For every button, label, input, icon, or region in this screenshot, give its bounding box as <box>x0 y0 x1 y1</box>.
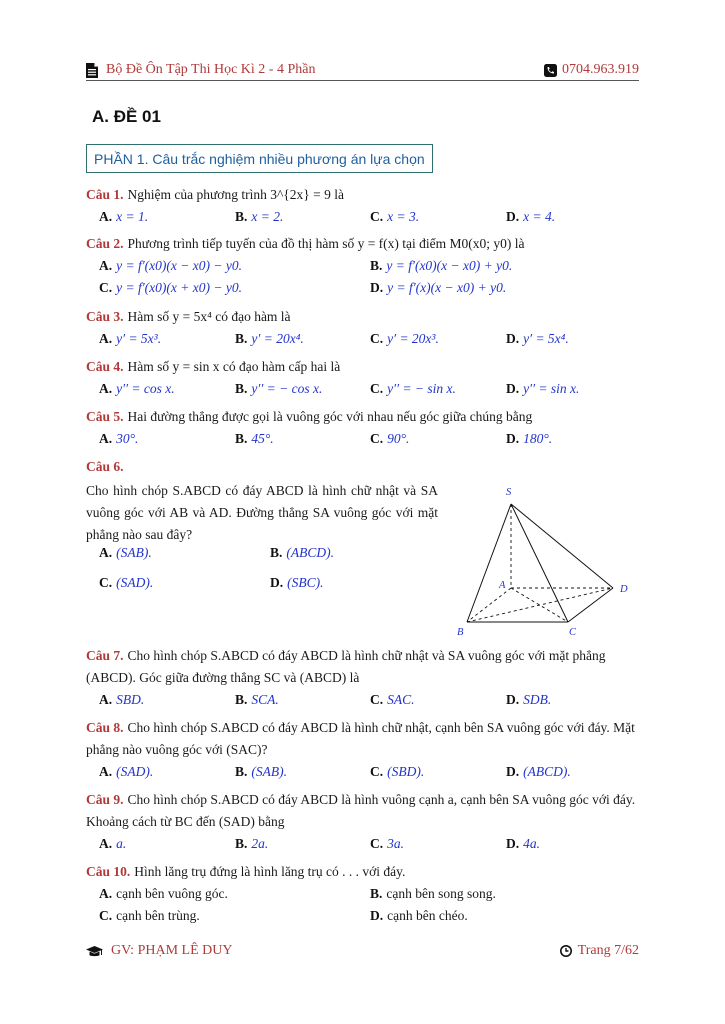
option-d[interactable]: D. x = 4. <box>506 209 556 224</box>
question-text: Hàm số y = 5x⁴ có đạo hàm là <box>127 309 291 324</box>
question-10 <box>86 861 639 927</box>
option-d[interactable]: D. (SBC). <box>270 575 324 590</box>
option-a[interactable]: A. y′′ = cos x. <box>99 381 175 396</box>
option-b[interactable]: B. 45°. <box>235 431 274 446</box>
option-d[interactable]: D. (ABCD). <box>506 764 571 779</box>
option-c[interactable]: C. cạnh bên trùng. <box>99 908 200 923</box>
header-title-group <box>86 62 315 78</box>
question-6-label-row <box>86 456 639 478</box>
question-label: Câu 6. <box>86 459 124 474</box>
question-label: Câu 4. <box>86 359 124 374</box>
option-b[interactable]: B. (SAB). <box>235 764 287 779</box>
option-a[interactable]: A. y = f′(x0)(x − x0) − y0. <box>99 258 242 273</box>
option-c[interactable]: C. 90°. <box>370 431 410 446</box>
option-a[interactable]: A. x = 1. <box>99 209 149 224</box>
option-a[interactable]: A. cạnh bên vuông góc. <box>99 886 228 901</box>
phone-icon <box>544 64 557 77</box>
option-c[interactable]: C. 3a. <box>370 836 404 851</box>
option-c[interactable]: C. (SBD). <box>370 764 425 779</box>
option-d[interactable]: D. 4a. <box>506 836 540 851</box>
option-b[interactable]: B. y = f′(x0)(x − x0) + y0. <box>370 258 513 273</box>
option-a[interactable]: A. (SAD). <box>99 764 154 779</box>
option-b[interactable]: B. 2a. <box>235 836 269 851</box>
label-a: A <box>499 580 506 591</box>
option-c[interactable]: C. y′′ = − sin x. <box>370 381 456 396</box>
label-s: S <box>506 487 512 498</box>
question-text: Cho hình chóp S.ABCD có đáy ABCD là hình vuông cạnh a, cạnh bên SA vuông góc với đáy. Khoảng cách từ BC đến (SAD) bằng <box>86 792 636 829</box>
option-c[interactable]: C. x = 3. <box>370 209 420 224</box>
question-1 <box>86 184 639 228</box>
option-d[interactable]: D. SDB. <box>506 692 552 707</box>
part-title-box <box>86 144 433 173</box>
option-b[interactable]: B. y′′ = − cos x. <box>235 381 323 396</box>
pyramid-figure <box>455 482 635 642</box>
footer-teacher: GV: PHẠM LÊ DUY <box>111 943 233 958</box>
question-9 <box>86 789 639 855</box>
option-a[interactable]: A. y′ = 5x³. <box>99 331 162 346</box>
option-d[interactable]: D. y′′ = sin x. <box>506 381 580 396</box>
question-5 <box>86 406 639 450</box>
option-d[interactable]: D. y = f′(x)(x − x0) + y0. <box>370 280 507 295</box>
label-b: B <box>457 627 464 638</box>
question-text: Hình lăng trụ đứng là hình lăng trụ có . . . với đáy. <box>134 864 406 879</box>
label-d: D <box>620 584 628 595</box>
page-header <box>86 58 639 81</box>
footer-page: Trang 7/62 <box>577 943 639 958</box>
question-label: Câu 1. <box>86 187 124 202</box>
header-phone-group <box>544 62 639 78</box>
footer-page-group <box>560 943 639 959</box>
question-label: Câu 3. <box>86 309 124 324</box>
label-c: C <box>569 627 577 638</box>
part-title: PHẦN 1. Câu trắc nghiệm nhiều phương án lựa chọn <box>94 150 425 167</box>
question-7 <box>86 645 639 711</box>
document-icon <box>86 63 98 78</box>
option-c[interactable]: C. y = f′(x0)(x + x0) − y0. <box>99 280 242 295</box>
question-text: Hàm số y = sin x có đạo hàm cấp hai là <box>127 359 341 374</box>
question-3 <box>86 306 639 350</box>
option-d[interactable]: D. 180°. <box>506 431 553 446</box>
section-title: A. ĐỀ 01 <box>92 107 161 126</box>
page-footer <box>86 943 639 963</box>
option-b[interactable]: B. cạnh bên song song. <box>370 886 496 901</box>
header-phone: 0704.963.919 <box>562 62 639 77</box>
option-c[interactable]: C. SAC. <box>370 692 415 707</box>
option-b[interactable]: B. SCA. <box>235 692 279 707</box>
question-2 <box>86 233 639 299</box>
question-text: Cho hình chóp S.ABCD có đáy ABCD là hình chữ nhật, cạnh bên SA vuông góc với đáy. Mặt phẳng nào vuông góc với (SAC)? <box>86 720 635 757</box>
option-d[interactable]: D. cạnh bên chéo. <box>370 908 468 923</box>
option-d[interactable]: D. y′ = 5x⁴. <box>506 331 569 346</box>
footer-teacher-group <box>86 943 232 959</box>
graduation-cap-icon <box>86 945 103 958</box>
question-text: Nghiệm của phương trình 3^{2x} = 9 là <box>127 187 344 202</box>
question-label: Câu 7. <box>86 648 124 663</box>
question-8 <box>86 717 639 783</box>
question-text: Hai đường thẳng được gọi là vuông góc với nhau nếu góc giữa chúng bằng <box>127 409 533 424</box>
question-6-text: Cho hình chóp S.ABCD có đáy ABCD là hình chữ nhật và SA vuông góc với AB và AD. Đường thẳng SA vuông góc với mặt phẳng nào sau đây? <box>86 483 438 542</box>
question-text: Phương trình tiếp tuyến của đồ thị hàm số y = f(x) tại điểm M0(x0; y0) là <box>127 236 525 251</box>
clock-icon <box>560 945 572 957</box>
option-b[interactable]: B. (ABCD). <box>270 545 335 560</box>
question-4 <box>86 356 639 400</box>
option-b[interactable]: B. y′ = 20x⁴. <box>235 331 304 346</box>
question-label: Câu 5. <box>86 409 124 424</box>
option-a[interactable]: A. a. <box>99 836 127 851</box>
question-text: Cho hình chóp S.ABCD có đáy ABCD là hình chữ nhật và SA vuông góc với mặt phẳng (ABCD). Góc giữa đường thẳng SC và (ABCD) là <box>86 648 606 685</box>
question-label: Câu 9. <box>86 792 124 807</box>
option-c[interactable]: C. (SAD). <box>99 575 154 590</box>
option-b[interactable]: B. x = 2. <box>235 209 284 224</box>
question-label: Câu 10. <box>86 864 131 879</box>
option-a[interactable]: A. (SAB). <box>99 545 152 560</box>
option-a[interactable]: A. 30°. <box>99 431 139 446</box>
option-c[interactable]: C. y′ = 20x³. <box>370 331 439 346</box>
question-label: Câu 8. <box>86 720 124 735</box>
option-a[interactable]: A. SBD. <box>99 692 145 707</box>
question-label: Câu 2. <box>86 236 124 251</box>
header-title: Bộ Đề Ôn Tập Thi Học Kì 2 - 4 Phần <box>106 62 316 77</box>
